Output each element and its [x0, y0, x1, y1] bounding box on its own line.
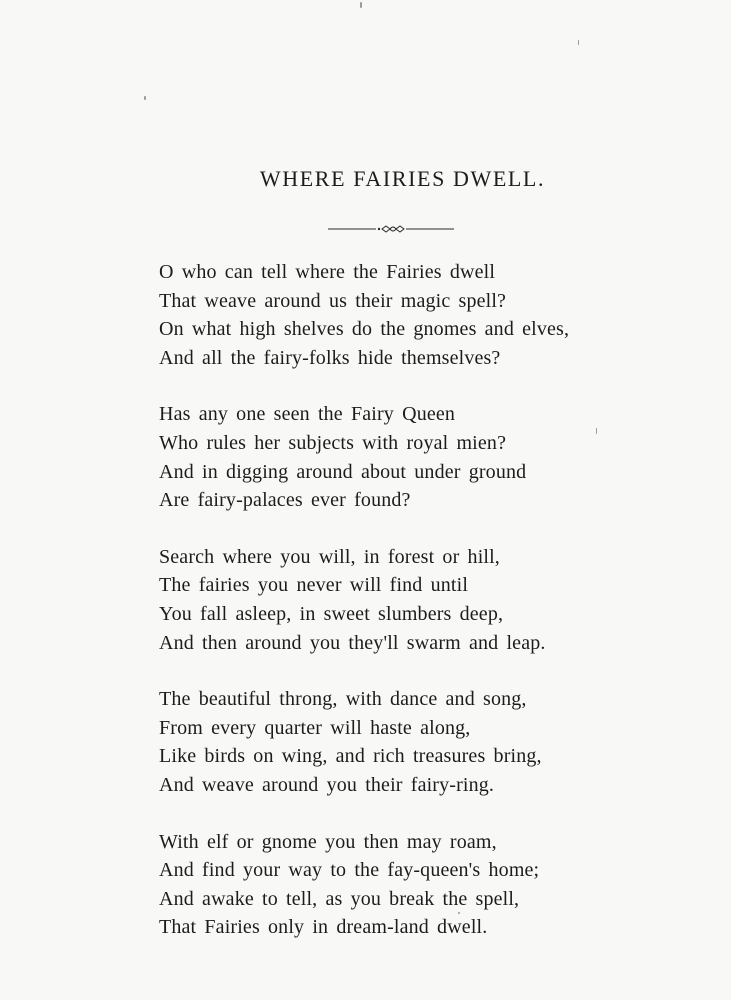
poem-title: WHERE FAIRIES DWELL. — [259, 166, 546, 191]
poem-line: From every quarter will haste along, — [159, 716, 471, 739]
poem-line: You fall asleep, in sweet slumbers deep, — [159, 602, 504, 625]
stanza — [159, 400, 679, 514]
poem-line: Search where you will, in forest or hill, — [159, 545, 500, 568]
poem-line: And all the fairy-folks hide themselves? — [159, 346, 501, 369]
poem-body — [159, 258, 679, 970]
paper-speck — [360, 2, 362, 8]
poem-line: Like birds on wing, and rich treasures bring, — [159, 745, 542, 768]
poem-line: And find your way to the fay-queen's home; — [159, 859, 540, 882]
poem-line: The beautiful throng, with dance and song, — [159, 688, 527, 711]
stanza — [159, 828, 679, 942]
poem-line: The fairies you never will find until — [159, 574, 469, 597]
poem-line: And awake to tell, as you break the spell, — [159, 887, 520, 910]
paper-speck — [596, 428, 597, 434]
poem-line: And weave around you their fairy-ring. — [159, 773, 495, 796]
stanza — [159, 685, 679, 799]
poem-line: Are fairy-palaces ever found? — [159, 489, 411, 512]
poem-line: O who can tell where the Fairies dwell — [159, 261, 496, 283]
poem-line: That Fairies only in dream-land dwell. — [159, 916, 488, 939]
poem-line: On what high shelves do the gnomes and elves, — [159, 318, 570, 341]
poem-line: With elf or gnome you then may roam, — [159, 830, 497, 853]
poem-line: That weave around us their magic spell? — [159, 289, 507, 312]
paper-speck — [144, 96, 146, 100]
poem-line: Has any one seen the Fairy Queen — [159, 403, 456, 426]
paper-speck — [458, 912, 460, 914]
stanza — [159, 543, 679, 657]
poem-line: And in digging around about under ground — [159, 460, 527, 483]
paper-speck — [578, 40, 579, 45]
stanza — [159, 258, 679, 372]
title-ornament-divider — [328, 223, 454, 235]
poem-line: And then around you they'll swarm and leap. — [159, 631, 546, 654]
poem-line: Who rules her subjects with royal mien? — [159, 431, 507, 454]
